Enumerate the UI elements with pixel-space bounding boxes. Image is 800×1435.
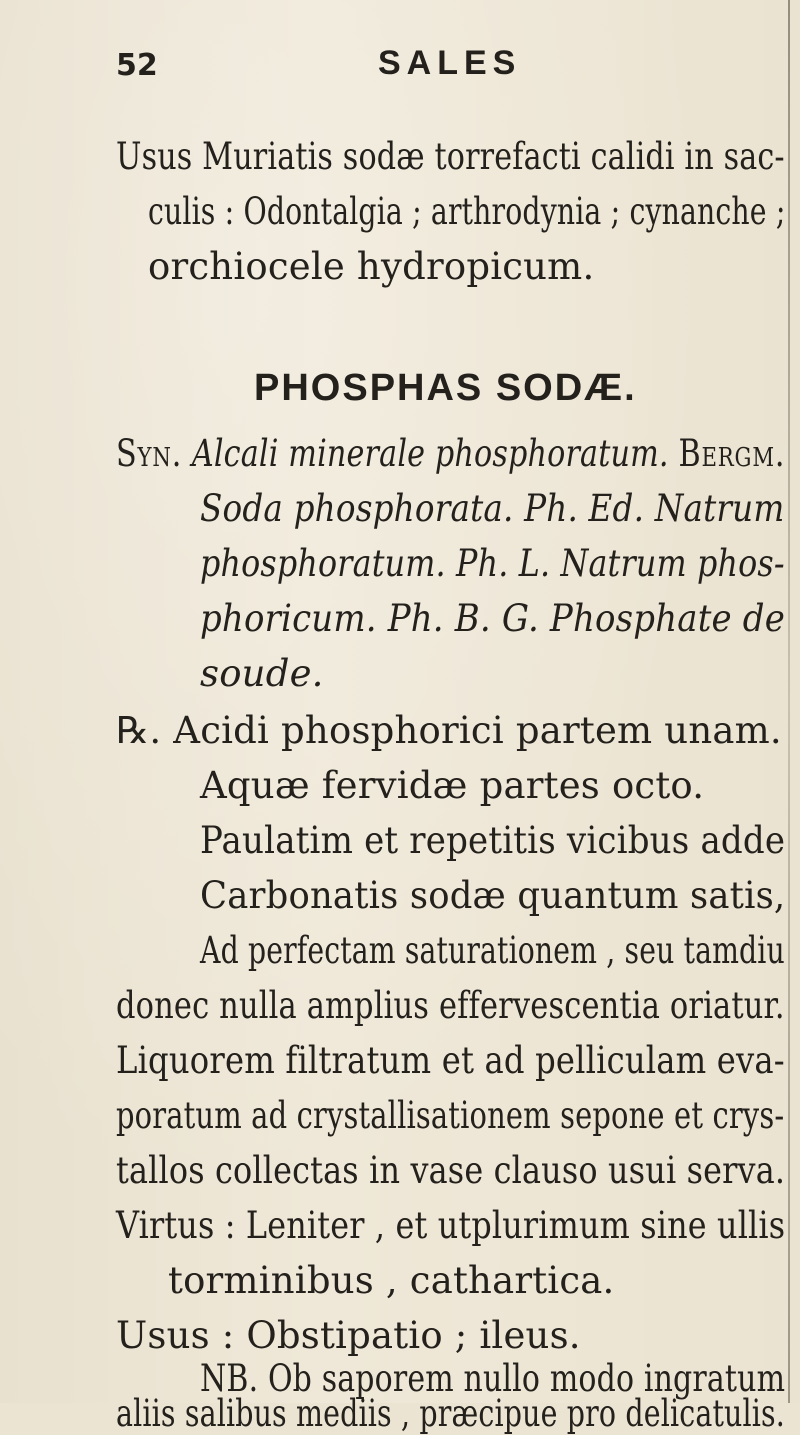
usus-line-3: orchiocele hydropicum. bbox=[148, 245, 595, 288]
usus-line-2: culis : Odontalgia ; arthrodynia ; cynanche ; bbox=[148, 190, 786, 233]
nb-line-1: NB. Ob saporem nullo modo ingratum bbox=[200, 1357, 786, 1400]
usus-line-1: Usus Muriatis sodæ torrefacti calidi in sac- bbox=[116, 135, 785, 178]
recipe-line-4: Carbonatis sodæ quantum satis, bbox=[200, 874, 786, 917]
synonyms-line-3: phosphoratum. Ph. L. Natrum phos- bbox=[200, 542, 785, 585]
running-title: SALES bbox=[378, 44, 522, 82]
recipe-line-3: Paulatim et repetitis vicibus adde bbox=[200, 819, 786, 862]
synonyms-line-1-ref: Bergm. bbox=[678, 432, 786, 475]
recipe-line-2: Aquæ fervidæ partes octo. bbox=[200, 764, 705, 807]
synonyms-line-2: Soda phosphorata. Ph. Ed. Natrum bbox=[200, 487, 785, 530]
synonyms-label: Syn. bbox=[116, 432, 183, 475]
page-number: 52 bbox=[116, 48, 158, 83]
synonyms-line-1 bbox=[116, 432, 786, 475]
page-edge-shadow bbox=[788, 0, 790, 1403]
recipe-line-1: ℞. Acidi phosphorici partem unam. bbox=[116, 709, 782, 752]
recipe-line-9: tallos collectas in vase clauso usui serva. bbox=[116, 1149, 786, 1192]
recipe-line-5: Ad perfectam saturationem , seu tamdiu bbox=[200, 929, 785, 972]
usus-2-line-1: Usus : Obstipatio ; ileus. bbox=[116, 1314, 581, 1357]
synonyms-line-4: phoricum. Ph. B. G. Phosphate de bbox=[200, 597, 786, 640]
recipe-line-8: poratum ad crystallisationem sepone et crys- bbox=[116, 1094, 785, 1137]
recipe-line-6: donec nulla amplius effervescentia oriatur. bbox=[116, 984, 785, 1027]
section-title: PHOSPHAS SODÆ. bbox=[254, 367, 637, 409]
virtus-line-1: Virtus : Leniter , et utplurimum sine ullis bbox=[116, 1204, 786, 1247]
synonyms-line-1-text: Alcali minerale phosphoratum. bbox=[191, 432, 669, 475]
virtus-line-2: torminibus , cathartica. bbox=[168, 1259, 615, 1302]
synonyms-line-5: soude. bbox=[200, 652, 324, 695]
recipe-line-7: Liquorem filtratum et ad pelliculam eva- bbox=[116, 1039, 785, 1082]
nb-line-2: aliis salibus mediis , præcipue pro delicatulis. bbox=[116, 1392, 785, 1435]
